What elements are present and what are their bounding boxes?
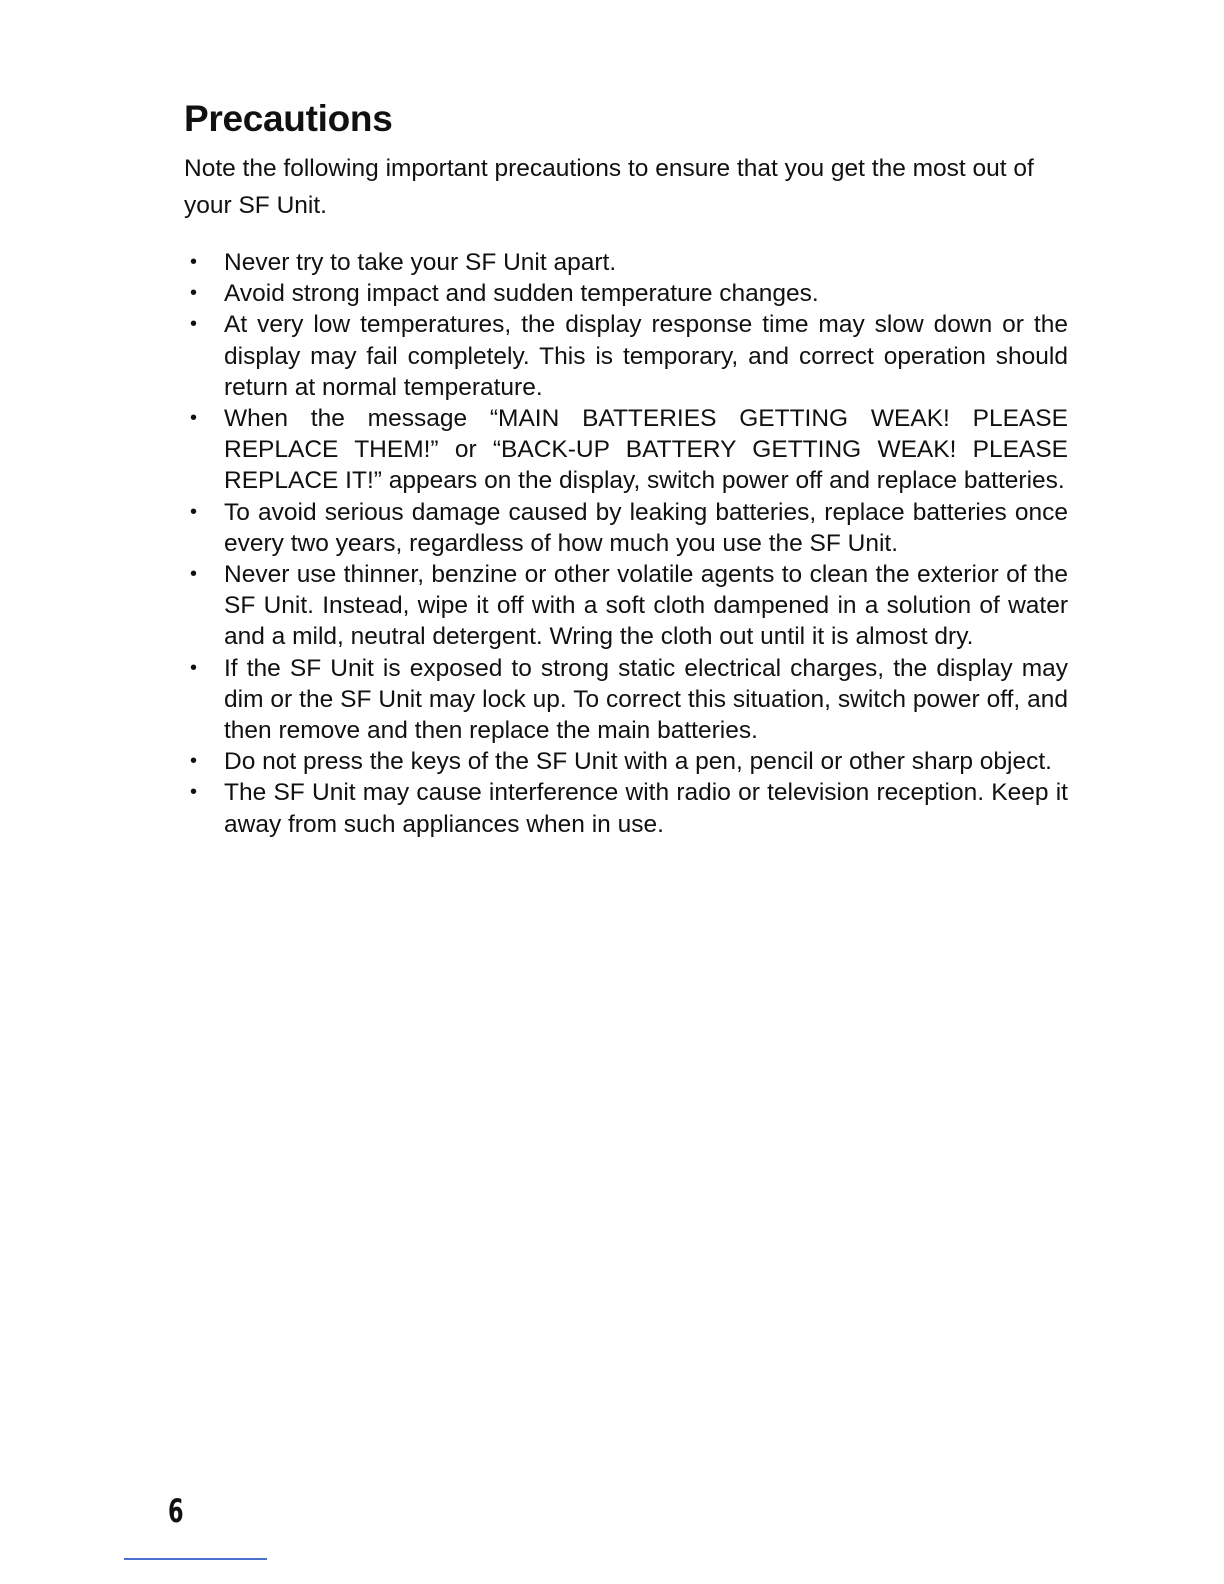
list-item bbox=[184, 247, 1068, 278]
bullet-icon: • bbox=[190, 563, 198, 586]
list-item bbox=[184, 653, 1068, 747]
precautions-list bbox=[184, 247, 1068, 840]
list-item-text: The SF Unit may cause interference with radio or television reception. Keep it away from such appliances when in use. bbox=[224, 779, 1068, 838]
bullet-icon: • bbox=[190, 313, 198, 336]
list-item-text: Do not press the keys of the SF Unit with a pen, pencil or other sharp object. bbox=[224, 748, 1052, 776]
list-item-text: Avoid strong impact and sudden temperature changes. bbox=[224, 280, 819, 308]
bullet-icon: • bbox=[190, 781, 198, 804]
bullet-icon: • bbox=[190, 500, 198, 523]
list-item bbox=[184, 309, 1068, 403]
bullet-icon: • bbox=[190, 750, 198, 773]
list-item-text: Never try to take your SF Unit apart. bbox=[224, 249, 617, 276]
bullet-icon: • bbox=[190, 282, 198, 305]
list-item bbox=[184, 777, 1068, 839]
list-item-text: If the SF Unit is exposed to strong static electrical charges, the display may dim or the SF Unit may lock up. To correct this situation, switch power off, and then remove and then replace the main batteries. bbox=[224, 654, 1068, 745]
list-item bbox=[184, 278, 1068, 309]
list-item bbox=[184, 403, 1068, 497]
bullet-icon: • bbox=[190, 656, 198, 679]
list-item bbox=[184, 746, 1068, 777]
list-item-text: When the message “MAIN BATTERIES GETTING WEAK! PLEASE REPLACE THEM!” or “BACK-UP BATTERY GETTING WEAK! PLEASE REPLACE IT!” appears on the display, switch power off and replace batteries. bbox=[224, 405, 1068, 495]
list-item-text: Never use thinner, benzine or other volatile agents to clean the exterior of the SF Unit. Instead, wipe it off with a soft cloth dampened in a solution of water and a mild, neutral detergent. Wring the cloth out until it is almost dry. bbox=[224, 561, 1068, 651]
bullet-icon: • bbox=[190, 407, 198, 430]
page-number: 6 bbox=[168, 1492, 184, 1530]
list-item-text: At very low temperatures, the display response time may slow down or the display may fail completely. This is temporary, and correct operation should return at normal temperature. bbox=[224, 311, 1068, 401]
footer-divider bbox=[124, 1558, 267, 1560]
list-item-text: To avoid serious damage caused by leaking batteries, replace batteries once every two years, regardless of how much you use the SF Unit. bbox=[224, 498, 1068, 557]
list-item bbox=[184, 497, 1068, 559]
page-title: Precautions bbox=[184, 98, 393, 139]
bullet-icon: • bbox=[190, 251, 198, 273]
list-item bbox=[184, 559, 1068, 653]
intro-paragraph: Note the following important precautions to ensure that you get the most out of your SF Unit. bbox=[184, 155, 1034, 219]
